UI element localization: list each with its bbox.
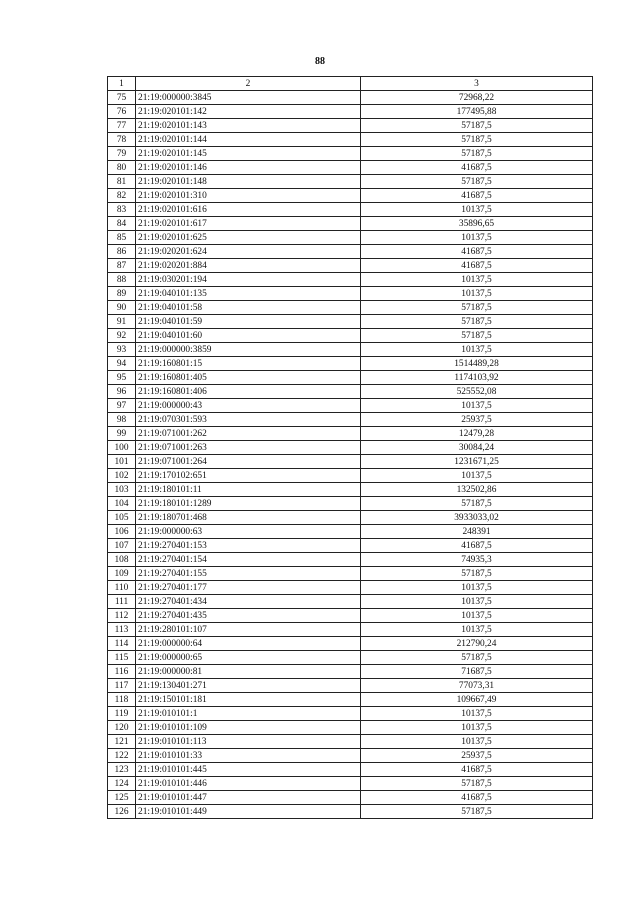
value-cell: 1514489,28: [361, 357, 593, 371]
cadastral-number-cell: 21:19:020101:148: [136, 175, 361, 189]
value-cell: 57187,5: [361, 805, 593, 819]
table-row: [108, 105, 593, 119]
cadastral-number-cell: 21:19:030201:194: [136, 273, 361, 287]
table-row: [108, 189, 593, 203]
table-row: [108, 651, 593, 665]
table-row: [108, 133, 593, 147]
cadastral-number-cell: 21:19:270401:154: [136, 553, 361, 567]
row-number-cell: 103: [108, 483, 136, 497]
value-cell: 12479,28: [361, 427, 593, 441]
value-cell: 57187,5: [361, 133, 593, 147]
table-row: [108, 259, 593, 273]
value-cell: 57187,5: [361, 119, 593, 133]
table-row: [108, 385, 593, 399]
row-number-cell: 85: [108, 231, 136, 245]
table-row: [108, 609, 593, 623]
value-cell: 177495,88: [361, 105, 593, 119]
table-row: [108, 273, 593, 287]
value-cell: 10137,5: [361, 623, 593, 637]
row-number-cell: 115: [108, 651, 136, 665]
row-number-cell: 90: [108, 301, 136, 315]
table-row: [108, 595, 593, 609]
value-cell: 10137,5: [361, 581, 593, 595]
row-number-cell: 121: [108, 735, 136, 749]
table-row: [108, 175, 593, 189]
row-number-cell: 113: [108, 623, 136, 637]
row-number-cell: 78: [108, 133, 136, 147]
cadastral-number-cell: 21:19:010101:109: [136, 721, 361, 735]
row-number-cell: 120: [108, 721, 136, 735]
row-number-cell: 79: [108, 147, 136, 161]
value-cell: 132502,86: [361, 483, 593, 497]
value-cell: 41687,5: [361, 259, 593, 273]
row-number-cell: 82: [108, 189, 136, 203]
value-cell: 248391: [361, 525, 593, 539]
value-cell: 1231671,25: [361, 455, 593, 469]
row-number-cell: 77: [108, 119, 136, 133]
table-row: [108, 329, 593, 343]
row-number-cell: 91: [108, 315, 136, 329]
value-cell: 41687,5: [361, 791, 593, 805]
cadastral-number-cell: 21:19:071001:264: [136, 455, 361, 469]
table-row: [108, 497, 593, 511]
value-cell: 525552,08: [361, 385, 593, 399]
cadastral-number-cell: 21:19:040101:59: [136, 315, 361, 329]
row-number-cell: 81: [108, 175, 136, 189]
cadastral-number-cell: 21:19:010101:1: [136, 707, 361, 721]
row-number-cell: 87: [108, 259, 136, 273]
table-row: [108, 413, 593, 427]
table-row: [108, 455, 593, 469]
row-number-cell: 95: [108, 371, 136, 385]
cadastral-number-cell: 21:19:150101:181: [136, 693, 361, 707]
value-cell: 41687,5: [361, 161, 593, 175]
cadastral-number-cell: 21:19:160801:405: [136, 371, 361, 385]
value-cell: 41687,5: [361, 539, 593, 553]
value-cell: 72968,22: [361, 91, 593, 105]
value-cell: 57187,5: [361, 777, 593, 791]
value-cell: 10137,5: [361, 287, 593, 301]
header-cell-1: 1: [108, 77, 136, 91]
row-number-cell: 94: [108, 357, 136, 371]
row-number-cell: 116: [108, 665, 136, 679]
row-number-cell: 125: [108, 791, 136, 805]
table-header-row: [108, 77, 593, 91]
cadastral-number-cell: 21:19:020201:624: [136, 245, 361, 259]
cadastral-number-cell: 21:19:010101:447: [136, 791, 361, 805]
row-number-cell: 96: [108, 385, 136, 399]
row-number-cell: 89: [108, 287, 136, 301]
table-row: [108, 245, 593, 259]
table-row: [108, 147, 593, 161]
row-number-cell: 80: [108, 161, 136, 175]
value-cell: 109667,49: [361, 693, 593, 707]
value-cell: 57187,5: [361, 329, 593, 343]
page-number: 88: [315, 56, 325, 67]
row-number-cell: 88: [108, 273, 136, 287]
value-cell: 10137,5: [361, 469, 593, 483]
row-number-cell: 93: [108, 343, 136, 357]
row-number-cell: 119: [108, 707, 136, 721]
table-row: [108, 553, 593, 567]
table-row: [108, 623, 593, 637]
cadastral-number-cell: 21:19:000000:63: [136, 525, 361, 539]
value-cell: 3933033,02: [361, 511, 593, 525]
table-row: [108, 315, 593, 329]
row-number-cell: 83: [108, 203, 136, 217]
table-row: [108, 511, 593, 525]
value-cell: 57187,5: [361, 315, 593, 329]
value-cell: 1174103,92: [361, 371, 593, 385]
row-number-cell: 118: [108, 693, 136, 707]
cadastral-number-cell: 21:19:000000:65: [136, 651, 361, 665]
table-row: [108, 679, 593, 693]
cadastral-number-cell: 21:19:180101:11: [136, 483, 361, 497]
value-cell: 10137,5: [361, 721, 593, 735]
table-row: [108, 399, 593, 413]
table-row: [108, 791, 593, 805]
value-cell: 57187,5: [361, 651, 593, 665]
cadastral-number-cell: 21:19:020101:144: [136, 133, 361, 147]
value-cell: 57187,5: [361, 301, 593, 315]
cadastral-number-cell: 21:19:270401:435: [136, 609, 361, 623]
row-number-cell: 76: [108, 105, 136, 119]
table-row: [108, 119, 593, 133]
table-row: [108, 441, 593, 455]
table-row: [108, 287, 593, 301]
cadastral-number-cell: 21:19:010101:449: [136, 805, 361, 819]
table-row: [108, 539, 593, 553]
cadastral-number-cell: 21:19:020101:145: [136, 147, 361, 161]
row-number-cell: 102: [108, 469, 136, 483]
table-row: [108, 469, 593, 483]
table-row: [108, 427, 593, 441]
cadastral-number-cell: 21:19:270401:153: [136, 539, 361, 553]
value-cell: 10137,5: [361, 595, 593, 609]
value-cell: 10137,5: [361, 231, 593, 245]
value-cell: 57187,5: [361, 567, 593, 581]
cadastral-number-cell: 21:19:000000:81: [136, 665, 361, 679]
row-number-cell: 84: [108, 217, 136, 231]
table-row: [108, 203, 593, 217]
value-cell: 10137,5: [361, 735, 593, 749]
row-number-cell: 86: [108, 245, 136, 259]
cadastral-number-cell: 21:19:000000:3845: [136, 91, 361, 105]
cadastral-number-cell: 21:19:071001:263: [136, 441, 361, 455]
row-number-cell: 101: [108, 455, 136, 469]
value-cell: 57187,5: [361, 497, 593, 511]
cadastral-number-cell: 21:19:020101:310: [136, 189, 361, 203]
value-cell: 10137,5: [361, 399, 593, 413]
value-cell: 77073,31: [361, 679, 593, 693]
table-row: [108, 567, 593, 581]
cadastral-number-cell: 21:19:040101:58: [136, 301, 361, 315]
table-row: [108, 777, 593, 791]
cadastral-number-cell: 21:19:180701:468: [136, 511, 361, 525]
table-row: [108, 231, 593, 245]
cadastral-number-cell: 21:19:270401:434: [136, 595, 361, 609]
table-row: [108, 371, 593, 385]
row-number-cell: 92: [108, 329, 136, 343]
row-number-cell: 100: [108, 441, 136, 455]
row-number-cell: 122: [108, 749, 136, 763]
value-cell: 212790,24: [361, 637, 593, 651]
cadastral-number-cell: 21:19:010101:33: [136, 749, 361, 763]
row-number-cell: 107: [108, 539, 136, 553]
row-number-cell: 105: [108, 511, 136, 525]
cadastral-number-cell: 21:19:170102:651: [136, 469, 361, 483]
cadastral-number-cell: 21:19:010101:445: [136, 763, 361, 777]
cadastral-number-cell: 21:19:180101:1289: [136, 497, 361, 511]
table-row: [108, 343, 593, 357]
value-cell: 41687,5: [361, 189, 593, 203]
row-number-cell: 114: [108, 637, 136, 651]
value-cell: 41687,5: [361, 245, 593, 259]
cadastral-number-cell: 21:19:040101:135: [136, 287, 361, 301]
row-number-cell: 112: [108, 609, 136, 623]
table-row: [108, 721, 593, 735]
table-row: [108, 735, 593, 749]
cadastral-number-cell: 21:19:000000:3859: [136, 343, 361, 357]
row-number-cell: 106: [108, 525, 136, 539]
cadastral-number-cell: 21:19:000000:64: [136, 637, 361, 651]
row-number-cell: 97: [108, 399, 136, 413]
cadastral-number-cell: 21:19:020201:884: [136, 259, 361, 273]
value-cell: 74935,3: [361, 553, 593, 567]
cadastral-number-cell: 21:19:071001:262: [136, 427, 361, 441]
table-row: [108, 763, 593, 777]
row-number-cell: 126: [108, 805, 136, 819]
row-number-cell: 109: [108, 567, 136, 581]
table-row: [108, 581, 593, 595]
table-row: [108, 525, 593, 539]
cadastral-number-cell: 21:19:280101:107: [136, 623, 361, 637]
cadastral-number-cell: 21:19:010101:446: [136, 777, 361, 791]
table-row: [108, 217, 593, 231]
table-body: [108, 77, 593, 819]
table-row: [108, 805, 593, 819]
table-row: [108, 749, 593, 763]
cadastral-number-cell: 21:19:160801:15: [136, 357, 361, 371]
cadastral-number-cell: 21:19:130401:271: [136, 679, 361, 693]
table-row: [108, 301, 593, 315]
table-row: [108, 693, 593, 707]
value-cell: 10137,5: [361, 609, 593, 623]
value-cell: 57187,5: [361, 147, 593, 161]
row-number-cell: 104: [108, 497, 136, 511]
cadastral-number-cell: 21:19:020101:146: [136, 161, 361, 175]
cadastral-number-cell: 21:19:010101:113: [136, 735, 361, 749]
table-row: [108, 637, 593, 651]
value-cell: 10137,5: [361, 707, 593, 721]
row-number-cell: 124: [108, 777, 136, 791]
value-cell: 10137,5: [361, 203, 593, 217]
value-cell: 25937,5: [361, 749, 593, 763]
row-number-cell: 98: [108, 413, 136, 427]
row-number-cell: 111: [108, 595, 136, 609]
row-number-cell: 123: [108, 763, 136, 777]
table-row: [108, 91, 593, 105]
cadastral-number-cell: 21:19:020101:143: [136, 119, 361, 133]
header-cell-2: 2: [136, 77, 361, 91]
value-cell: 10137,5: [361, 343, 593, 357]
table-row: [108, 357, 593, 371]
value-cell: 57187,5: [361, 175, 593, 189]
value-cell: 30084,24: [361, 441, 593, 455]
cadastral-number-cell: 21:19:020101:142: [136, 105, 361, 119]
row-number-cell: 110: [108, 581, 136, 595]
cadastral-number-cell: 21:19:270401:155: [136, 567, 361, 581]
row-number-cell: 108: [108, 553, 136, 567]
cadastral-number-cell: 21:19:070301:593: [136, 413, 361, 427]
table-row: [108, 707, 593, 721]
row-number-cell: 99: [108, 427, 136, 441]
header-cell-3: 3: [361, 77, 593, 91]
cadastral-number-cell: 21:19:270401:177: [136, 581, 361, 595]
cadastral-number-cell: 21:19:160801:406: [136, 385, 361, 399]
cadastral-number-cell: 21:19:040101:60: [136, 329, 361, 343]
table-row: [108, 665, 593, 679]
value-cell: 35896,65: [361, 217, 593, 231]
value-cell: 25937,5: [361, 413, 593, 427]
cadastral-number-cell: 21:19:020101:616: [136, 203, 361, 217]
cadastral-number-cell: 21:19:000000:43: [136, 399, 361, 413]
cadastral-number-cell: 21:19:020101:617: [136, 217, 361, 231]
row-number-cell: 117: [108, 679, 136, 693]
value-cell: 41687,5: [361, 763, 593, 777]
table-row: [108, 161, 593, 175]
value-cell: 10137,5: [361, 273, 593, 287]
value-cell: 71687,5: [361, 665, 593, 679]
table-row: [108, 483, 593, 497]
cadastral-number-cell: 21:19:020101:625: [136, 231, 361, 245]
data-table: [107, 76, 593, 819]
row-number-cell: 75: [108, 91, 136, 105]
